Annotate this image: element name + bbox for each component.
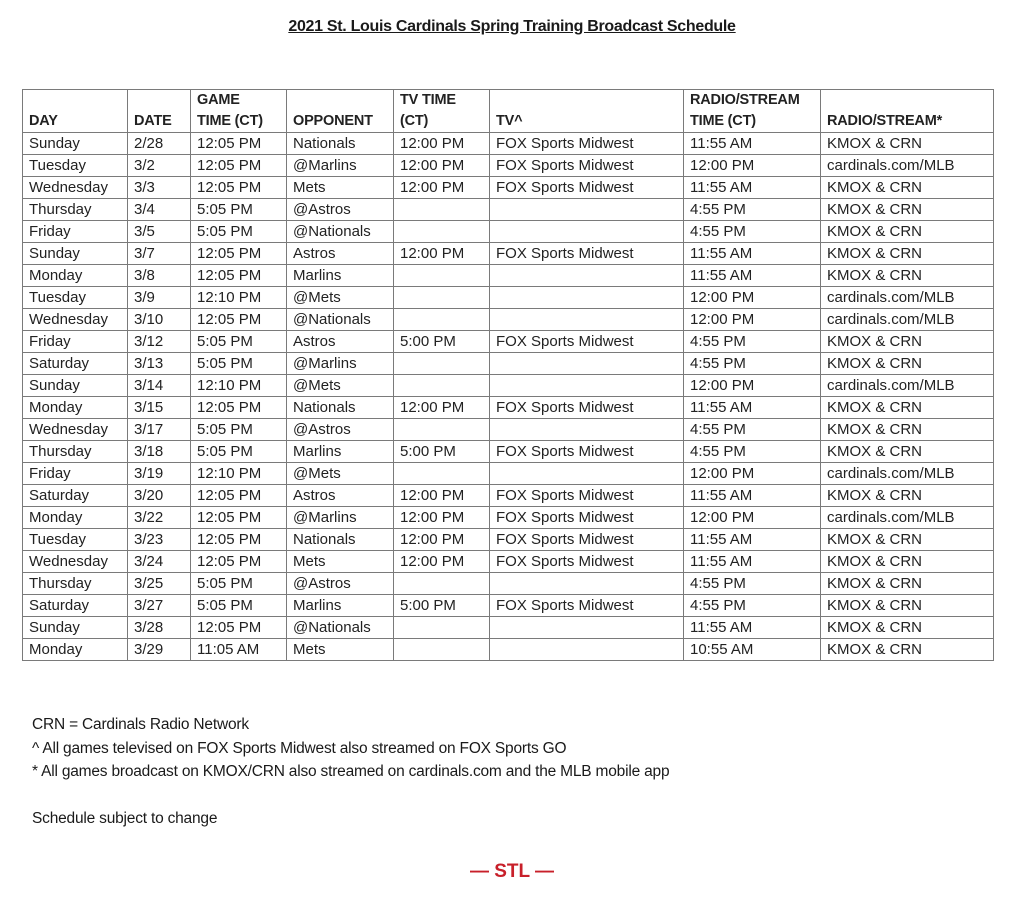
column-header-line2: (CT) xyxy=(400,113,429,129)
cell-date: 3/9 xyxy=(128,287,191,309)
table-row xyxy=(23,287,994,309)
cell-tv-time: 12:00 PM xyxy=(394,507,490,529)
cell-day: Wednesday xyxy=(23,177,128,199)
column-header-line1 xyxy=(293,90,393,111)
table-row xyxy=(23,265,994,287)
table-row xyxy=(23,551,994,573)
column-header-line1 xyxy=(134,90,190,111)
column-header-line1: RADIO/STREAM xyxy=(690,92,800,108)
cell-radio-stream-time: 12:00 PM xyxy=(684,463,821,485)
cell-radio-stream-time: 11:55 AM xyxy=(684,177,821,199)
cell-tv: FOX Sports Midwest xyxy=(490,133,684,155)
cell-game-time: 12:05 PM xyxy=(191,507,287,529)
cell-tv: FOX Sports Midwest xyxy=(490,441,684,463)
cell-radio-stream-time: 4:55 PM xyxy=(684,595,821,617)
cell-opponent: Marlins xyxy=(287,595,394,617)
cell-day: Tuesday xyxy=(23,529,128,551)
cell-radio-stream-time: 10:55 AM xyxy=(684,639,821,661)
cell-game-time: 12:05 PM xyxy=(191,177,287,199)
cell-date: 3/4 xyxy=(128,199,191,221)
cell-opponent: Astros xyxy=(287,485,394,507)
cell-radio-stream-time: 4:55 PM xyxy=(684,331,821,353)
cell-game-time: 5:05 PM xyxy=(191,353,287,375)
cell-game-time: 11:05 AM xyxy=(191,639,287,661)
cell-date: 3/3 xyxy=(128,177,191,199)
cell-radio-stream: KMOX & CRN xyxy=(821,133,994,155)
cell-radio-stream: KMOX & CRN xyxy=(821,441,994,463)
cell-tv-time: 5:00 PM xyxy=(394,595,490,617)
cell-opponent: @Mets xyxy=(287,287,394,309)
cell-opponent: Nationals xyxy=(287,529,394,551)
cell-radio-stream-time: 11:55 AM xyxy=(684,133,821,155)
cell-tv xyxy=(490,375,684,397)
tv-footnote: ^ All games televised on FOX Sports Midwest also streamed on FOX Sports GO xyxy=(32,739,567,757)
cell-tv xyxy=(490,221,684,243)
cell-radio-stream-time: 4:55 PM xyxy=(684,221,821,243)
cell-day: Wednesday xyxy=(23,551,128,573)
cell-tv xyxy=(490,353,684,375)
table-row xyxy=(23,463,994,485)
cell-date: 2/28 xyxy=(128,133,191,155)
cell-radio-stream: KMOX & CRN xyxy=(821,331,994,353)
cell-radio-stream: KMOX & CRN xyxy=(821,595,994,617)
cell-radio-stream-time: 11:55 AM xyxy=(684,265,821,287)
footnotes xyxy=(32,713,669,831)
cell-day: Tuesday xyxy=(23,155,128,177)
cell-radio-stream-time: 12:00 PM xyxy=(684,309,821,331)
cell-tv-time xyxy=(394,573,490,595)
cell-radio-stream-time: 12:00 PM xyxy=(684,375,821,397)
cell-radio-stream: KMOX & CRN xyxy=(821,485,994,507)
cell-game-time: 5:05 PM xyxy=(191,441,287,463)
table-row xyxy=(23,199,994,221)
table-row xyxy=(23,221,994,243)
cell-tv: FOX Sports Midwest xyxy=(490,507,684,529)
column-header-line2: OPPONENT xyxy=(293,113,373,129)
table-row xyxy=(23,353,994,375)
cell-radio-stream: cardinals.com/MLB xyxy=(821,155,994,177)
table-header-row xyxy=(23,90,994,133)
cell-day: Friday xyxy=(23,221,128,243)
cell-opponent: Mets xyxy=(287,551,394,573)
logo-text: STL xyxy=(494,861,530,882)
cell-game-time: 5:05 PM xyxy=(191,199,287,221)
cell-radio-stream-time: 11:55 AM xyxy=(684,485,821,507)
broadcast-schedule-table xyxy=(22,89,994,661)
cell-tv xyxy=(490,419,684,441)
cell-radio-stream: cardinals.com/MLB xyxy=(821,375,994,397)
cell-radio-stream-time: 4:55 PM xyxy=(684,573,821,595)
cell-opponent: Astros xyxy=(287,243,394,265)
cell-radio-stream: KMOX & CRN xyxy=(821,199,994,221)
table-row xyxy=(23,639,994,661)
cell-date: 3/27 xyxy=(128,595,191,617)
cell-tv-time xyxy=(394,353,490,375)
cell-day: Sunday xyxy=(23,243,128,265)
table-row xyxy=(23,155,994,177)
cell-opponent: @Marlins xyxy=(287,155,394,177)
cell-opponent: @Marlins xyxy=(287,507,394,529)
cell-radio-stream: KMOX & CRN xyxy=(821,243,994,265)
cell-date: 3/20 xyxy=(128,485,191,507)
cell-opponent: Nationals xyxy=(287,397,394,419)
cell-radio-stream: KMOX & CRN xyxy=(821,551,994,573)
cell-date: 3/2 xyxy=(128,155,191,177)
column-header-radio-stream xyxy=(821,90,994,133)
cell-day: Wednesday xyxy=(23,419,128,441)
cell-day: Thursday xyxy=(23,199,128,221)
table-row xyxy=(23,375,994,397)
cell-date: 3/7 xyxy=(128,243,191,265)
cell-tv: FOX Sports Midwest xyxy=(490,485,684,507)
cell-game-time: 12:05 PM xyxy=(191,551,287,573)
column-header-line1: TV TIME xyxy=(400,92,456,108)
cell-date: 3/29 xyxy=(128,639,191,661)
cell-tv xyxy=(490,265,684,287)
cell-game-time: 5:05 PM xyxy=(191,221,287,243)
cell-day: Thursday xyxy=(23,573,128,595)
cell-date: 3/22 xyxy=(128,507,191,529)
cell-date: 3/15 xyxy=(128,397,191,419)
cell-opponent: @Mets xyxy=(287,463,394,485)
cell-tv: FOX Sports Midwest xyxy=(490,529,684,551)
cell-date: 3/18 xyxy=(128,441,191,463)
cell-tv-time xyxy=(394,419,490,441)
column-header-date xyxy=(128,90,191,133)
cell-game-time: 12:05 PM xyxy=(191,133,287,155)
cell-radio-stream-time: 4:55 PM xyxy=(684,441,821,463)
table-row xyxy=(23,573,994,595)
cell-tv-time: 12:00 PM xyxy=(394,485,490,507)
cell-tv: FOX Sports Midwest xyxy=(490,551,684,573)
cell-day: Thursday xyxy=(23,441,128,463)
cell-radio-stream: KMOX & CRN xyxy=(821,617,994,639)
cell-tv-time xyxy=(394,265,490,287)
cell-game-time: 5:05 PM xyxy=(191,331,287,353)
cell-opponent: Marlins xyxy=(287,441,394,463)
cell-tv-time xyxy=(394,221,490,243)
cell-radio-stream-time: 4:55 PM xyxy=(684,419,821,441)
table-row xyxy=(23,243,994,265)
column-header-tv xyxy=(490,90,684,133)
cell-tv: FOX Sports Midwest xyxy=(490,155,684,177)
table-row xyxy=(23,331,994,353)
cell-tv: FOX Sports Midwest xyxy=(490,595,684,617)
table-row xyxy=(23,133,994,155)
table-row xyxy=(23,309,994,331)
cell-game-time: 12:10 PM xyxy=(191,287,287,309)
cell-opponent: @Astros xyxy=(287,573,394,595)
cell-game-time: 12:10 PM xyxy=(191,463,287,485)
cell-radio-stream-time: 11:55 AM xyxy=(684,397,821,419)
cell-date: 3/24 xyxy=(128,551,191,573)
cell-day: Monday xyxy=(23,507,128,529)
cell-tv-time: 5:00 PM xyxy=(394,441,490,463)
cell-game-time: 12:05 PM xyxy=(191,485,287,507)
cell-tv-time: 12:00 PM xyxy=(394,133,490,155)
cell-tv xyxy=(490,573,684,595)
cell-game-time: 12:05 PM xyxy=(191,155,287,177)
table-row xyxy=(23,177,994,199)
cell-tv-time xyxy=(394,639,490,661)
cell-radio-stream-time: 11:55 AM xyxy=(684,617,821,639)
cell-opponent: @Marlins xyxy=(287,353,394,375)
logo-dash-right: — xyxy=(535,861,555,882)
column-header-line2: TIME (CT) xyxy=(690,113,756,129)
cell-date: 3/12 xyxy=(128,331,191,353)
cell-tv-time xyxy=(394,375,490,397)
cell-date: 3/28 xyxy=(128,617,191,639)
cell-day: Monday xyxy=(23,265,128,287)
cell-tv-time: 12:00 PM xyxy=(394,177,490,199)
cell-opponent: Nationals xyxy=(287,133,394,155)
cell-tv xyxy=(490,617,684,639)
cell-opponent: Mets xyxy=(287,177,394,199)
column-header-line1: GAME xyxy=(197,92,240,108)
cell-game-time: 12:05 PM xyxy=(191,265,287,287)
cell-tv: FOX Sports Midwest xyxy=(490,331,684,353)
cell-radio-stream-time: 12:00 PM xyxy=(684,507,821,529)
table-row xyxy=(23,617,994,639)
cell-radio-stream-time: 4:55 PM xyxy=(684,353,821,375)
cell-tv xyxy=(490,287,684,309)
cell-game-time: 12:05 PM xyxy=(191,309,287,331)
cell-opponent: Astros xyxy=(287,331,394,353)
cell-radio-stream-time: 11:55 AM xyxy=(684,529,821,551)
cell-radio-stream-time: 12:00 PM xyxy=(684,287,821,309)
cell-day: Monday xyxy=(23,397,128,419)
cell-tv xyxy=(490,639,684,661)
cell-date: 3/19 xyxy=(128,463,191,485)
cell-tv: FOX Sports Midwest xyxy=(490,177,684,199)
page-title: 2021 St. Louis Cardinals Spring Training Broadcast Schedule xyxy=(288,18,736,35)
cell-tv-time xyxy=(394,463,490,485)
cell-tv-time xyxy=(394,287,490,309)
column-header-game-time xyxy=(191,90,287,133)
cell-date: 3/14 xyxy=(128,375,191,397)
cell-radio-stream: KMOX & CRN xyxy=(821,353,994,375)
cell-opponent: Mets xyxy=(287,639,394,661)
cell-radio-stream-time: 12:00 PM xyxy=(684,155,821,177)
cell-game-time: 5:05 PM xyxy=(191,573,287,595)
cell-opponent: Marlins xyxy=(287,265,394,287)
table-row xyxy=(23,529,994,551)
table-body xyxy=(23,133,994,661)
cell-game-time: 5:05 PM xyxy=(191,419,287,441)
cell-radio-stream: cardinals.com/MLB xyxy=(821,287,994,309)
schedule-disclaimer: Schedule subject to change xyxy=(32,810,218,827)
cell-tv-time xyxy=(394,617,490,639)
cell-opponent: @Astros xyxy=(287,419,394,441)
table-row xyxy=(23,507,994,529)
cell-radio-stream: KMOX & CRN xyxy=(821,177,994,199)
cell-tv-time: 12:00 PM xyxy=(394,243,490,265)
column-header-line2: RADIO/STREAM* xyxy=(827,113,943,129)
cell-tv xyxy=(490,309,684,331)
cell-radio-stream: KMOX & CRN xyxy=(821,529,994,551)
table-row xyxy=(23,485,994,507)
cell-radio-stream: KMOX & CRN xyxy=(821,221,994,243)
column-header-line2: TV^ xyxy=(496,113,523,129)
cell-date: 3/17 xyxy=(128,419,191,441)
cell-date: 3/13 xyxy=(128,353,191,375)
cell-radio-stream: KMOX & CRN xyxy=(821,573,994,595)
column-header-opponent xyxy=(287,90,394,133)
cell-day: Sunday xyxy=(23,375,128,397)
cell-day: Friday xyxy=(23,463,128,485)
cell-tv xyxy=(490,199,684,221)
column-header-line2: DAY xyxy=(29,113,58,129)
cell-tv-time: 12:00 PM xyxy=(394,397,490,419)
cell-day: Saturday xyxy=(23,595,128,617)
cell-day: Friday xyxy=(23,331,128,353)
column-header-radio-stream-time xyxy=(684,90,821,133)
cell-radio-stream: cardinals.com/MLB xyxy=(821,309,994,331)
cell-radio-stream: KMOX & CRN xyxy=(821,397,994,419)
cell-radio-stream: KMOX & CRN xyxy=(821,419,994,441)
table-row xyxy=(23,419,994,441)
column-header-line2: TIME (CT) xyxy=(197,113,263,129)
table-row xyxy=(23,397,994,419)
cell-game-time: 5:05 PM xyxy=(191,595,287,617)
column-header-line1 xyxy=(29,90,127,111)
cell-date: 3/23 xyxy=(128,529,191,551)
cell-radio-stream: cardinals.com/MLB xyxy=(821,463,994,485)
column-header-line1 xyxy=(827,90,993,111)
cell-game-time: 12:05 PM xyxy=(191,617,287,639)
cell-opponent: @Mets xyxy=(287,375,394,397)
cell-opponent: @Astros xyxy=(287,199,394,221)
cell-date: 3/8 xyxy=(128,265,191,287)
crn-definition: CRN = Cardinals Radio Network xyxy=(32,716,249,733)
cell-day: Saturday xyxy=(23,485,128,507)
cell-day: Wednesday xyxy=(23,309,128,331)
cell-day: Tuesday xyxy=(23,287,128,309)
stl-logo xyxy=(0,861,1024,883)
cell-opponent: @Nationals xyxy=(287,309,394,331)
cell-day: Sunday xyxy=(23,617,128,639)
cell-day: Sunday xyxy=(23,133,128,155)
cell-tv-time xyxy=(394,309,490,331)
cell-radio-stream-time: 11:55 AM xyxy=(684,551,821,573)
column-header-line2: DATE xyxy=(134,113,172,129)
radio-footnote: * All games broadcast on KMOX/CRN also streamed on cardinals.com and the MLB mobile app xyxy=(32,763,670,780)
cell-date: 3/5 xyxy=(128,221,191,243)
column-header-day xyxy=(23,90,128,133)
cell-game-time: 12:05 PM xyxy=(191,529,287,551)
table-row xyxy=(23,595,994,617)
cell-game-time: 12:10 PM xyxy=(191,375,287,397)
logo-dash-left: — xyxy=(469,861,489,882)
cell-tv-time: 12:00 PM xyxy=(394,529,490,551)
cell-date: 3/25 xyxy=(128,573,191,595)
cell-radio-stream-time: 4:55 PM xyxy=(684,199,821,221)
cell-radio-stream: cardinals.com/MLB xyxy=(821,507,994,529)
cell-opponent: @Nationals xyxy=(287,221,394,243)
cell-tv-time: 5:00 PM xyxy=(394,331,490,353)
column-header-tv-time xyxy=(394,90,490,133)
cell-tv-time: 12:00 PM xyxy=(394,551,490,573)
cell-tv: FOX Sports Midwest xyxy=(490,397,684,419)
cell-day: Monday xyxy=(23,639,128,661)
cell-radio-stream: KMOX & CRN xyxy=(821,639,994,661)
spacer xyxy=(32,784,669,808)
cell-tv-time: 12:00 PM xyxy=(394,155,490,177)
column-header-line1 xyxy=(496,90,683,111)
cell-game-time: 12:05 PM xyxy=(191,243,287,265)
cell-tv xyxy=(490,463,684,485)
cell-day: Saturday xyxy=(23,353,128,375)
cell-date: 3/10 xyxy=(128,309,191,331)
cell-tv: FOX Sports Midwest xyxy=(490,243,684,265)
table-row xyxy=(23,441,994,463)
cell-game-time: 12:05 PM xyxy=(191,397,287,419)
cell-radio-stream: KMOX & CRN xyxy=(821,265,994,287)
cell-opponent: @Nationals xyxy=(287,617,394,639)
cell-radio-stream-time: 11:55 AM xyxy=(684,243,821,265)
cell-tv-time xyxy=(394,199,490,221)
